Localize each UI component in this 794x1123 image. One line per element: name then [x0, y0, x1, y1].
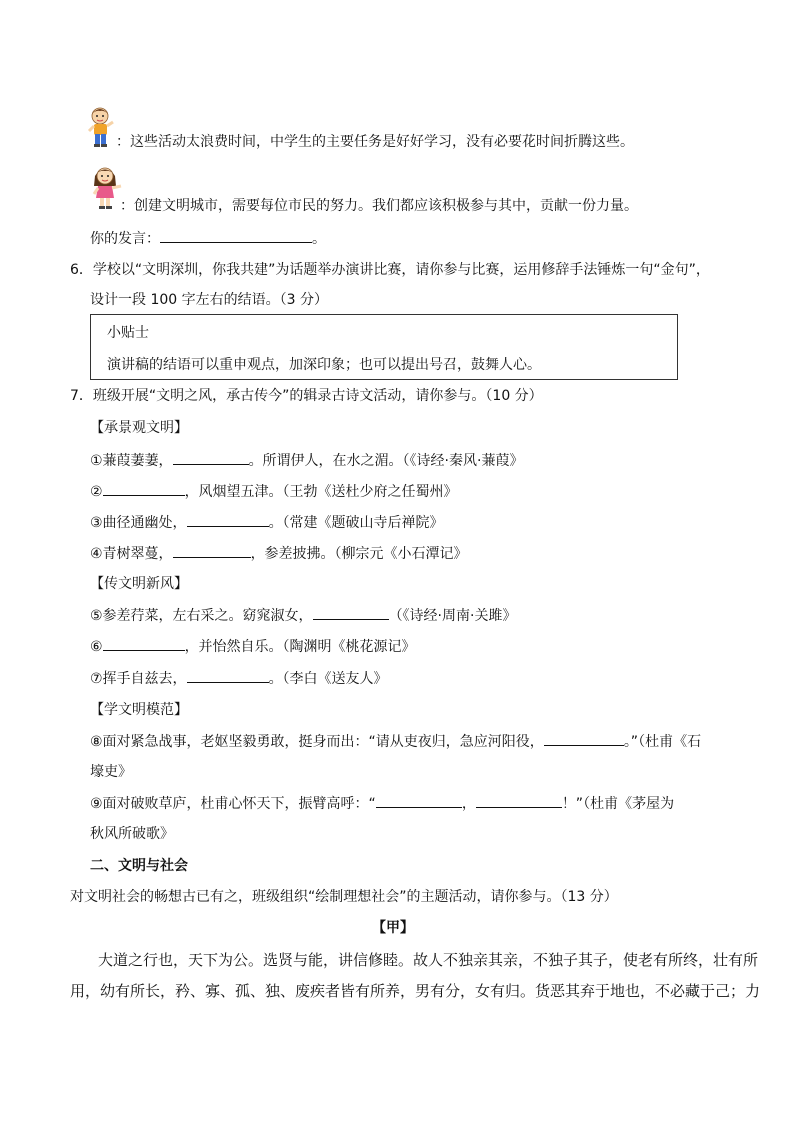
boy-speech-text: ：这些活动太浪费时间，中学生的主要任务是好好学习，没有必要花时间折腾这些。 — [116, 134, 634, 150]
boy-avatar-icon — [86, 106, 116, 152]
item-4-blank[interactable] — [173, 543, 251, 558]
item-6-blank[interactable] — [103, 636, 185, 651]
q7-section-heading-3: 【学文明模范】 — [90, 702, 188, 718]
item-3-after: 。（常建《题破山寺后禅院》 — [268, 515, 444, 531]
item-8-blank[interactable] — [544, 731, 624, 746]
item-7-before: ⑦挥手自兹去， — [90, 671, 187, 687]
q7-item-7 — [90, 668, 388, 689]
q7-intro: 7．班级开展“文明之风，承古传今”的辑录古诗文活动，请你参与。（10 分） — [70, 388, 543, 404]
part2-para-line-1: 大道之行也，天下为公。选贤与能，讲信修睦。故人不独亲其亲，不独子其子，使老有所终，壮有所 — [98, 951, 759, 969]
q7-item-3 — [90, 512, 444, 533]
q7-item-5 — [90, 605, 516, 626]
your-speech-line — [90, 228, 326, 249]
item-7-after: 。（李白《送友人》 — [268, 671, 388, 687]
girl-avatar-icon — [90, 164, 124, 214]
item-9-blank-2[interactable] — [476, 793, 562, 808]
your-speech-suffix: 。 — [312, 231, 326, 247]
item-1-after: 。所谓伊人，在水之湄。（《诗经·秦风·蒹葭》 — [248, 453, 524, 469]
item-8-after: 。”（杜甫《石 — [623, 734, 702, 750]
item-6-before: ⑥ — [90, 639, 103, 655]
item-7-blank[interactable] — [187, 668, 269, 683]
tip-body: 演讲稿的结语可以重申观点，加深印象；也可以提出号召，鼓舞人心。 — [107, 357, 541, 373]
item-3-before: ③曲径通幽处， — [90, 515, 187, 531]
item-5-before: ⑤参差荇菜，左右采之。窈窕淑女， — [90, 608, 313, 624]
your-speech-blank[interactable] — [160, 228, 312, 243]
q7-section-heading-2: 【传文明新风】 — [90, 576, 188, 592]
item-4-after: ，参差披拂。（柳宗元《小石潭记》 — [250, 546, 468, 562]
your-speech-label: 你的发言： — [90, 231, 160, 247]
q7-section-heading-1: 【承景观文明】 — [90, 420, 188, 436]
item-2-after: ，风烟望五津。（王勃《送杜少府之任蜀州》 — [184, 484, 458, 500]
item-9-blank-1[interactable] — [376, 793, 462, 808]
item-9-after: ！”（杜甫《茅屋为 — [561, 796, 675, 812]
q7-item-9 — [90, 793, 674, 814]
tip-box — [90, 314, 678, 380]
item-6-after: ，并怡然自乐。（陶渊明《桃花源记》 — [184, 639, 416, 655]
item-9-before: ⑨面对破败草庐，杜甫心怀天下，振臂高呼：“ — [90, 796, 376, 812]
q7-item-1 — [90, 450, 523, 471]
q7-item-8 — [90, 731, 701, 752]
q6-line-1: 6．学校以“文明深圳，你我共建”为话题举办演讲比赛，请你参与比赛，运用修辞手法锤炼一句“金句”， — [70, 262, 710, 278]
tip-title: 小贴士 — [107, 325, 149, 341]
item-1-blank[interactable] — [173, 450, 249, 465]
part2-intro: 对文明社会的畅想古已有之，班级组织“绘制理想社会”的主题活动，请你参与。（13 分） — [70, 889, 618, 905]
item-2-before: ② — [90, 484, 103, 500]
part2-para-line-2: 用，幼有所长，矜、寡、孤、独、废疾者皆有所养，男有分，女有归。货恶其弃于地也，不必藏于己；力 — [70, 982, 761, 1000]
part2-jia-label: 【甲】 — [372, 920, 414, 936]
q6-line-2: 设计一段 100 字左右的结语。（3 分） — [90, 292, 328, 308]
item-8-before: ⑧面对紧急战事，老妪坚毅勇敢，挺身而出：“请从吏夜归，急应河阳役， — [90, 734, 544, 750]
q7-item-9-cont: 秋风所破歌》 — [90, 826, 174, 842]
item-9-separator: ， — [461, 796, 476, 812]
q7-item-2 — [90, 481, 458, 502]
q7-item-4 — [90, 543, 468, 564]
item-3-blank[interactable] — [187, 512, 269, 527]
item-1-before: ①蒹葭萋萋， — [90, 453, 173, 469]
item-5-blank[interactable] — [313, 605, 389, 620]
part2-heading: 二、文明与社会 — [90, 858, 188, 874]
item-5-after: （《诗经·周南·关雎》 — [388, 608, 517, 624]
girl-speech-text: ：创建文明城市，需要每位市民的努力。我们都应该积极参与其中，贡献一份力量。 — [120, 198, 638, 214]
q7-item-8-cont: 壕吏》 — [90, 764, 132, 780]
item-4-before: ④青树翠蔓， — [90, 546, 173, 562]
q7-item-6 — [90, 636, 416, 657]
item-2-blank[interactable] — [103, 481, 185, 496]
